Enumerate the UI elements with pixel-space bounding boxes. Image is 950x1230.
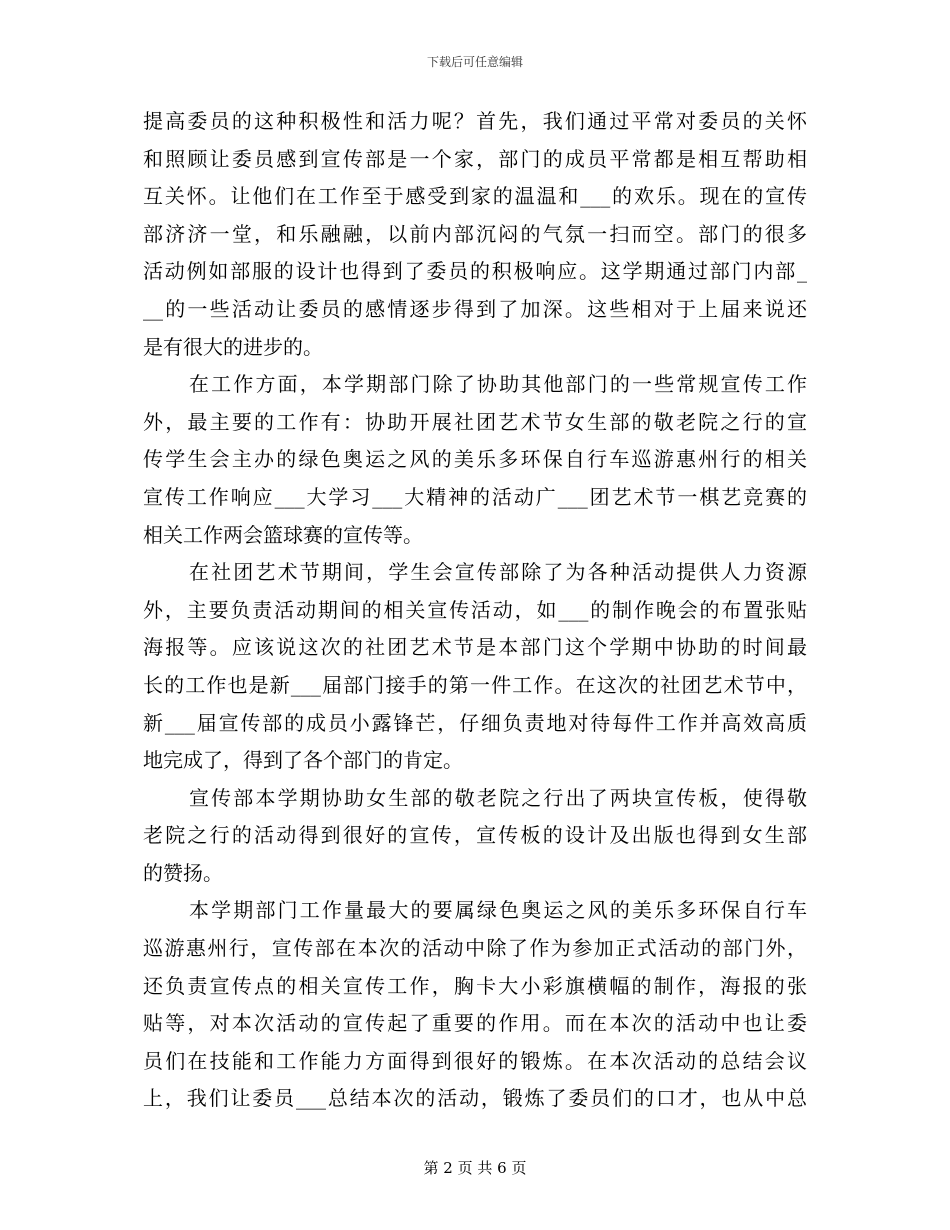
text-line: 新___届宣传部的成员小露锋芒，仔细负责地对待每件工作并高效高质 [143,710,807,735]
text-line: 在社团艺术节期间，学生会宣传部除了为各种活动提供人力资源 [189,560,807,585]
text-line: 的赞扬。 [143,860,223,885]
text-line: 长的工作也是新___届部门接手的第一件工作。在这次的社团艺术节中， [143,672,807,697]
text-line: 部济济一堂，和乐融融，以前内部沉闷的气氛一扫而空。部门的很多 [143,221,807,246]
text-line: 外，主要负责活动期间的相关宣传活动，如___的制作晚会的布置张贴 [143,597,807,622]
paragraph [143,103,807,366]
paragraph [143,780,807,893]
text-line: 海报等。应该说这次的社团艺术节是本部门这个学期中协助的时间最 [143,635,807,660]
text-line: 宣传工作响应___大学习___大精神的活动广___团艺术节一棋艺竞赛的 [143,484,807,509]
text-line: __的一些活动让委员的感情逐步得到了加深。这些相对于上届来说还 [143,296,807,321]
text-line: 还负责宣传点的相关宣传工作，胸卡大小彩旗横幅的制作，海报的张 [143,973,807,998]
document-body [143,103,807,1118]
text-line: 员们在技能和工作能力方面得到很好的锻炼。在本次活动的总结会议 [143,1048,807,1073]
page-number: 第 2 页 共 6 页 [423,1159,527,1177]
text-line: 宣传部本学期协助女生部的敬老院之行出了两块宣传板，使得敬 [189,785,807,810]
text-line: 提高委员的这种积极性和活力呢？首先，我们通过平常对委员的关怀 [143,109,807,133]
paragraph [143,366,807,554]
text-line: 传学生会主办的绿色奥运之风的美乐多环保自行车巡游惠州行的相关 [143,447,807,472]
paragraph [143,554,807,780]
text-line: 活动例如部服的设计也得到了委员的积极响应。这学期通过部门内部_ [143,259,807,284]
paragraph [143,892,807,1118]
text-line: 地完成了，得到了各个部门的肯定。 [143,748,463,773]
text-line: 上，我们让委员___总结本次的活动，锻炼了委员们的口才，也从中总 [143,1086,807,1111]
text-line: 巡游惠州行，宣传部在本次的活动中除了作为参加正式活动的部门外， [143,936,807,961]
text-line: 外，最主要的工作有：协助开展社团艺术节女生部的敬老院之行的宣 [143,409,807,434]
text-line: 老院之行的活动得到很好的宣传，宣传板的设计及出版也得到女生部 [143,823,807,848]
text-line: 本学期部门工作量最大的要属绿色奥运之风的美乐多环保自行车 [189,898,807,923]
text-line: 在工作方面，本学期部门除了协助其他部门的一些常规宣传工作 [189,372,807,397]
text-line: 和照顾让委员感到宣传部是一个家，部门的成员平常都是相互帮助相 [143,146,807,171]
text-line: 相关工作两会篮球赛的宣传等。 [143,522,423,547]
page-header: 下载后可任意编辑 [426,55,523,69]
text-line: 互关怀。让他们在工作至于感受到家的温温和___的欢乐。现在的宣传 [143,184,807,209]
text-line: 贴等，对本次活动的宣传起了重要的作用。而在本次的活动中也让委 [143,1011,807,1036]
text-line: 是有很大的进步的。 [143,334,323,359]
